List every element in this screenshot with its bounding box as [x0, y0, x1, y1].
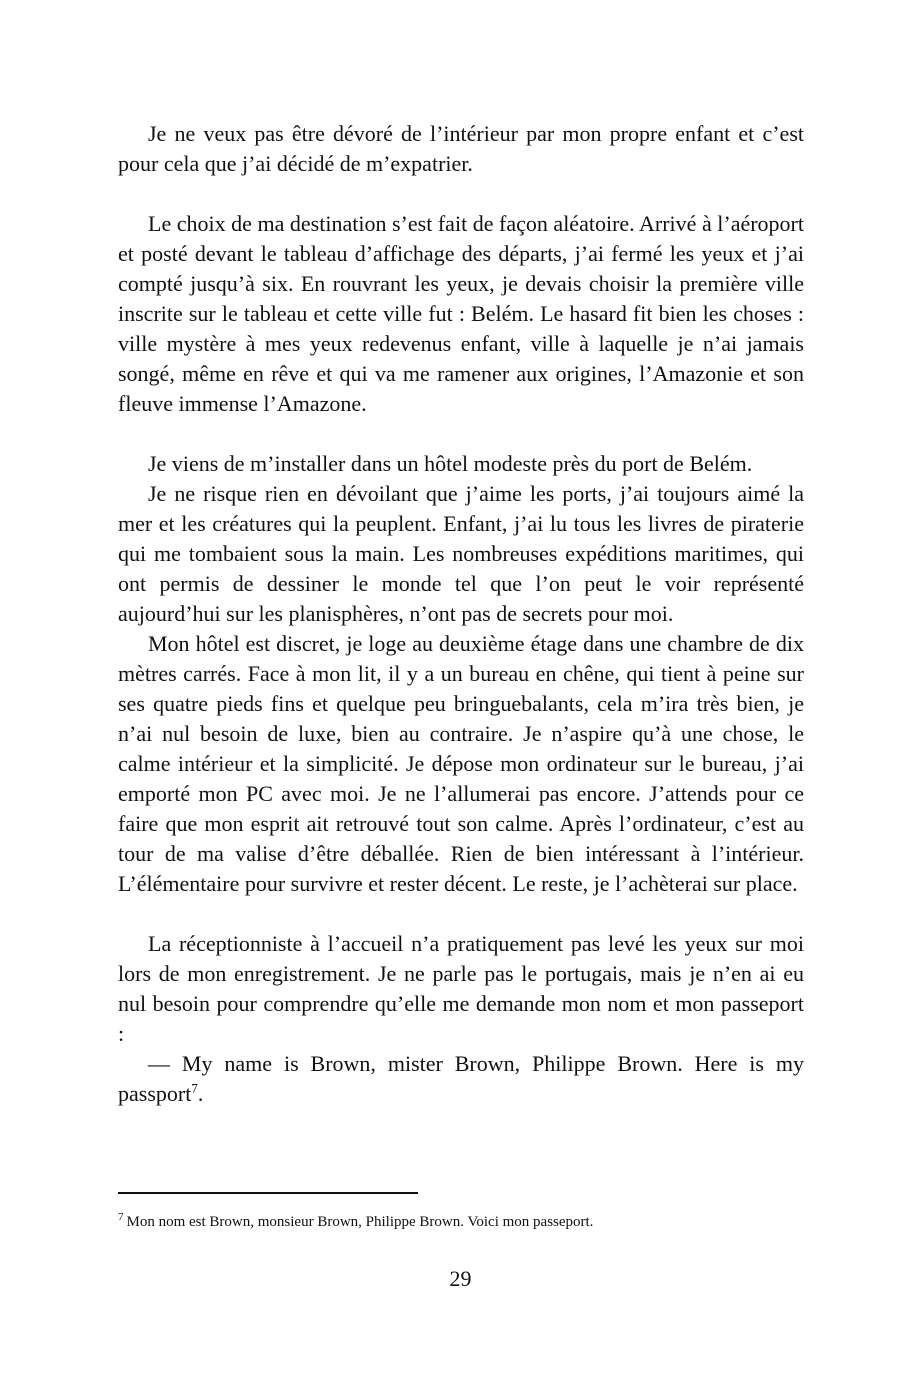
paragraph: La réceptionniste à l’accueil n’a pratiquement pas levé les yeux sur moi lors de mon enregistrement. Je ne parle pas le portugais, mais je n’en ai eu nul besoin pour comprendre qu’elle me demande mon nom et mon passeport :	[118, 931, 804, 1046]
footnote-text: Mon nom est Brown, monsieur Brown, Philippe Brown. Voici mon passeport.	[126, 1214, 594, 1230]
paragraph-with-footnote	[118, 1049, 804, 1109]
paragraph: Mon hôtel est discret, je loge au deuxième étage dans une chambre de dix mètres carrés. Face à mon lit, il y a un bureau en chêne, qui tient à peine sur ses quatre pieds fins et quelque peu bringuebalants, cela m’ira très bien, je n’ai nul besoin de luxe, bien au contraire. Je n’aspire qu’à une chose, le calme intérieur et la simplicité. Je dépose mon ordinateur sur le bureau, j’ai emporté mon PC avec moi. Je ne l’allumerai pas encore. J’attends pour ce faire que mon esprit ait retrouvé tout son calme. Après l’ordinateur, c’est au tour de ma valise d’être déballée. Rien de bien intéressant à l’intérieur. L’élémentaire pour survivre et rester décent. Le reste, je l’achèterai sur place.	[118, 631, 804, 896]
paragraph-text: — My name is Brown, mister Brown, Philippe Brown. Here is my passport	[118, 1051, 804, 1106]
body-text	[118, 119, 804, 1109]
paragraph: Je viens de m’installer dans un hôtel modeste près du port de Belém.	[148, 451, 753, 476]
paragraph: Je ne veux pas être dévoré de l’intérieur par mon propre enfant et c’est pour cela que j’ai décidé de m’expatrier.	[118, 121, 804, 176]
footnote-reference[interactable]: 7	[191, 1080, 198, 1096]
paragraph: Le choix de ma destination s’est fait de façon aléatoire. Arrivé à l’aéroport et posté devant le tableau d’affichage des départs, j’ai fermé les yeux et j’ai compté jusqu’à six. En rouvrant les yeux, je devais choisir la première ville inscrite sur le tableau et cette ville fut : Belém. Le hasard fit bien les choses : ville mystère à mes yeux redevenus enfant, ville à laquelle je n’ai jamais songé, même en rêve et qui va me ramener aux origines, l’Amazonie et son fleuve immense l’Amazone.	[118, 211, 804, 416]
footnote	[118, 1212, 804, 1232]
paragraph: Je ne risque rien en dévoilant que j’aime les ports, j’ai toujours aimé la mer et les créatures qui la peuplent. Enfant, j’ai lu tous les livres de piraterie qui me tombaient sous la main. Les nombreuses expéditions maritimes, qui ont permis de dessiner le monde tel que l’on peut le voir représenté aujourd’hui sur les planisphères, n’ont pas de secrets pour moi.	[118, 481, 804, 626]
paragraph-end: .	[197, 1081, 204, 1106]
footnote-mark: 7	[118, 1211, 124, 1223]
page-number: 29	[449, 1266, 472, 1291]
footnote-separator	[118, 1192, 418, 1194]
